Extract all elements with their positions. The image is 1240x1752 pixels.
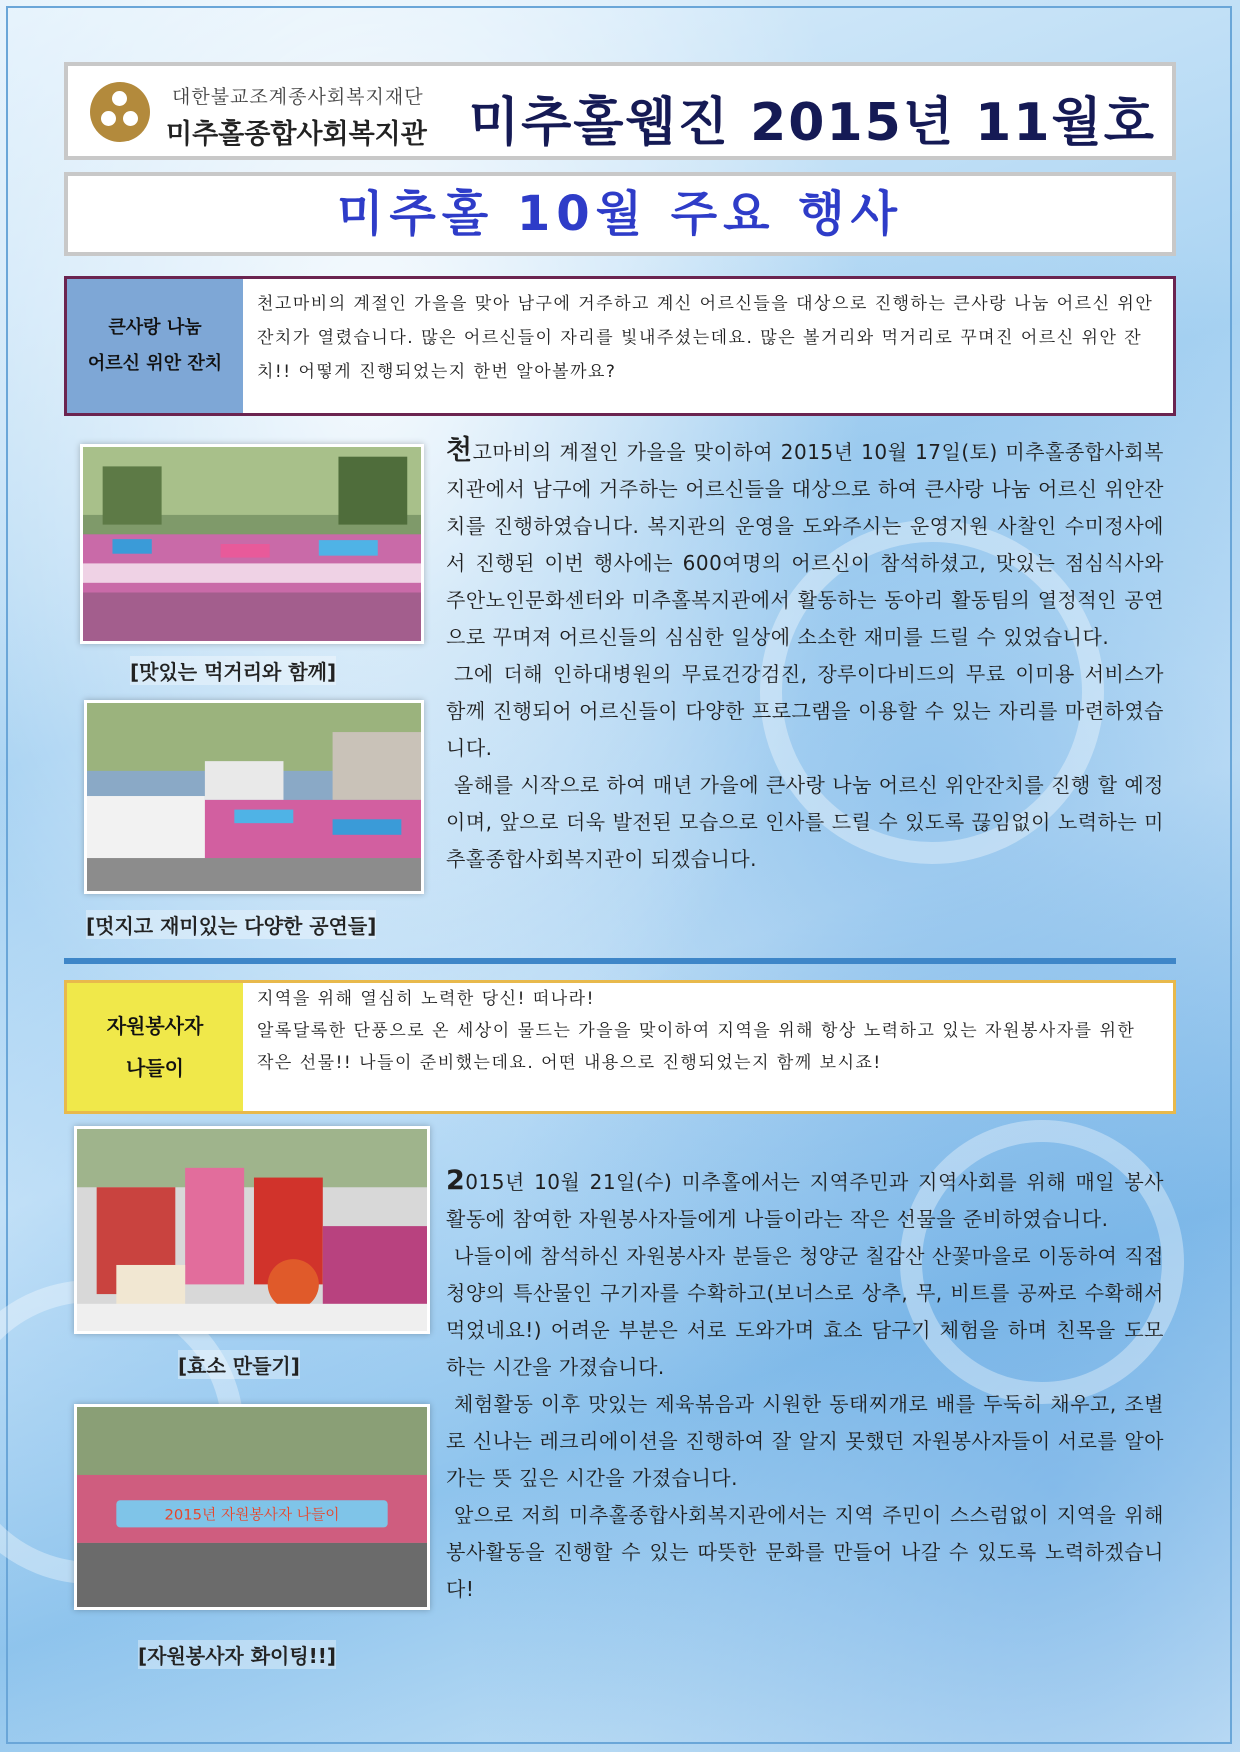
banner-text: 2015년 자원봉사자 나들이	[164, 1506, 340, 1524]
article-senior-party	[446, 432, 1164, 878]
drop-cap: 천	[446, 435, 473, 466]
photo-caption: [맛있는 먹거리와 함께]	[130, 656, 336, 685]
article-paragraph: 앞으로 저희 미추홀종합사회복지관에서는 지역 주민이 스스럼없이 지역을 위해 봉사활동을 진행할 수 있는 따뜻한 문화를 만들어 나갈 수 있도록 노력하겠습니다!	[446, 1503, 1164, 1601]
magazine-title: 미추홀웹진 2015년 11월호	[468, 93, 1156, 153]
photo-caption: [효소 만들기]	[178, 1350, 300, 1379]
photo-caption: [자원봉사자 화이팅!!]	[138, 1640, 336, 1669]
foundation-logo-icon	[90, 82, 150, 142]
drop-cap: 2	[446, 1165, 466, 1196]
article-volunteer-trip	[446, 1162, 1164, 1608]
feature-intro: 천고마비의 계절인 가을을 맞아 남구에 거주하고 계신 어르신들을 대상으로 진행하는 큰사랑 나눔 어르신 위안잔치가 열렸습니다. 많은 어르신들이 자리를 빛내주셨는데요. 많은 볼거리와 먹거리로 꾸며진 어르신 위안 잔치!! 어떻게 진행되었는지 한번 알아볼까요?	[257, 294, 1154, 382]
party-meal-photo	[80, 444, 424, 644]
feature-box-senior-party	[64, 276, 1176, 416]
article-paragraph: 그에 더해 인하대병원의 무료건강검진, 장루이다비드의 무료 이미용 서비스가 함께 진행되어 어르신들이 다양한 프로그램을 이용할 수 있는 자리를 마련하였습니다.	[446, 662, 1164, 760]
article-paragraph: 천고마비의 계절인 가을을 맞이하여 2015년 10월 17일(토) 미추홀종합사회복지관에서 남구에 거주하는 어르신들을 대상으로 하여 큰사랑 나눔 어르신 위안잔치를 진행하였습니다. 복지관의 운영을 도와주시는 운영지원 사찰인 수미정사에서 진행된 이번 행사에는 600여명의 어르신이 참석하셨고, 맛있는 점심식사와 주안노인문화센터와 미추홀복지관에서 활동하는 동아리 활동팀의 열정적인 공연으로 꾸며져 어르신들의 심심한 일상에 소소한 재미를 드릴 수 있었습니다.	[446, 435, 1164, 649]
feature-intro	[243, 983, 1173, 1111]
feature-intro-body: 알록달록한 단풍으로 온 세상이 물드는 가을을 맞이하여 지역을 위해 항상 노력하고 있는 자원봉사자를 위한 작은 선물!! 나들이 준비했는데요. 어떤 내용으로 진행되었는지 함께 보시죠!	[257, 1021, 1136, 1073]
organization-name: 미추홀종합사회복지관	[166, 119, 427, 150]
article-paragraph: 올해를 시작으로 하여 매년 가을에 큰사랑 나눔 어르신 위안잔치를 진행 할 예정이며, 앞으로 더욱 발전된 모습으로 인사를 드릴 수 있도록 끊임없이 노력하는 미추홀종합사회복지관이 되겠습니다.	[446, 773, 1164, 871]
party-performance-photo	[84, 700, 424, 894]
feature-tag	[67, 279, 243, 413]
feature-tag	[67, 983, 243, 1111]
feature-tag-line: 자원봉사자	[106, 1014, 204, 1038]
article-paragraph: 2015년 10월 21일(수) 미추홀에서는 지역주민과 지역사회를 위해 매일 봉사활동에 참여한 자원봉사자들에게 나들이라는 작은 선물을 준비하였습니다.	[446, 1165, 1164, 1231]
article-paragraph: 나들이에 참석하신 자원봉사자 분들은 청양군 칠갑산 산꽃마을로 이동하여 직접 청양의 특산물인 구기자를 수확하고(보너스로 상추, 무, 비트를 공짜로 수확해서 먹었네요!) 어려운 부분은 서로 도와가며 효소 담구기 체험을 하며 친목을 도모하는 시간을 가졌습니다.	[446, 1244, 1164, 1379]
enzyme-making-photo	[74, 1126, 430, 1334]
foundation-name: 대한불교조계종사회복지재단	[172, 86, 424, 108]
feature-tag-line: 나들이	[126, 1056, 184, 1080]
section-title: 미추홀 10월 주요 행사	[64, 172, 1176, 256]
section-divider	[64, 958, 1176, 964]
masthead	[64, 62, 1176, 160]
volunteer-group-photo	[74, 1404, 430, 1610]
feature-tag-line: 어르신 위안 잔치	[87, 353, 223, 374]
article-paragraph: 체험활동 이후 맛있는 제육볶음과 시원한 동태찌개로 배를 두둑히 채우고, 조별로 신나는 레크리에이션을 진행하여 잘 알지 못했던 자원봉사자들이 서로를 알아가는 뜻 깊은 시간을 가졌습니다.	[446, 1392, 1164, 1490]
feature-box-volunteer-trip	[64, 980, 1176, 1114]
feature-intro-headline: 지역을 위해 열심히 노력한 당신! 떠나라!	[257, 989, 595, 1009]
feature-tag-line: 큰사랑 나눔	[108, 317, 202, 338]
photo-caption: [멋지고 재미있는 다양한 공연들]	[86, 910, 376, 939]
